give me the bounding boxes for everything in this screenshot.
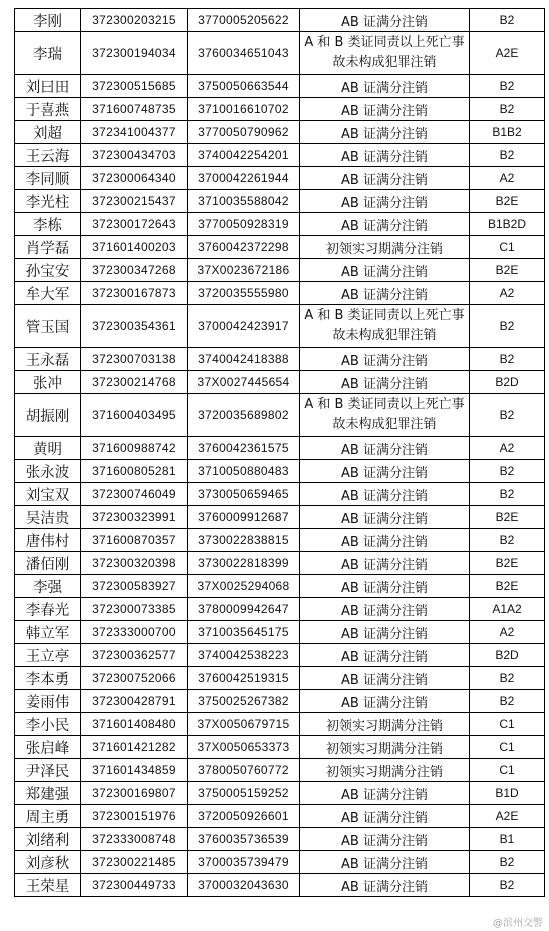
vehicle-class-cell: B2D xyxy=(470,644,545,667)
vehicle-class-cell: B2 xyxy=(470,851,545,874)
vehicle-class-cell: A2E xyxy=(470,32,545,75)
driver-name-cell: 肖学磊 xyxy=(15,236,81,259)
driver-name-cell: 王荣星 xyxy=(15,874,81,897)
license-number-cell: 372300347268 xyxy=(81,259,188,282)
revocation-reason-cell: AB 证满分注销 xyxy=(300,460,470,483)
revocation-reason-cell: A 和 B 类证同责以上死亡事故未构成犯罪注销 xyxy=(300,32,470,75)
license-number-cell: 372300073385 xyxy=(81,598,188,621)
license-number-cell: 372300064340 xyxy=(81,167,188,190)
revocation-table-container xyxy=(14,8,544,897)
driver-name-cell: 李瑞 xyxy=(15,32,81,75)
file-number-cell: 3710035645175 xyxy=(188,621,300,644)
license-number-cell: 372300362577 xyxy=(81,644,188,667)
file-number-cell: 3730050659465 xyxy=(188,483,300,506)
driver-name-cell: 李本勇 xyxy=(15,667,81,690)
table-row xyxy=(15,236,545,259)
table-row xyxy=(15,690,545,713)
table-row xyxy=(15,483,545,506)
driver-name-cell: 管玉国 xyxy=(15,305,81,348)
table-row xyxy=(15,713,545,736)
license-number-cell: 372300354361 xyxy=(81,305,188,348)
table-row xyxy=(15,851,545,874)
file-number-cell: 3730022818399 xyxy=(188,552,300,575)
table-row xyxy=(15,9,545,32)
table-row xyxy=(15,98,545,121)
license-number-cell: 372300434703 xyxy=(81,144,188,167)
vehicle-class-cell: B2E xyxy=(470,506,545,529)
license-number-cell: 371601434859 xyxy=(81,759,188,782)
license-number-cell: 372300221485 xyxy=(81,851,188,874)
table-row xyxy=(15,598,545,621)
driver-name-cell: 黄明 xyxy=(15,437,81,460)
table-row xyxy=(15,437,545,460)
vehicle-class-cell: B2 xyxy=(470,75,545,98)
table-row xyxy=(15,621,545,644)
revocation-reason-cell: AB 证满分注销 xyxy=(300,506,470,529)
table-row xyxy=(15,552,545,575)
revocation-reason-cell: 初领实习期满分注销 xyxy=(300,236,470,259)
file-number-cell: 37X0023672186 xyxy=(188,259,300,282)
table-row xyxy=(15,190,545,213)
file-number-cell: 3720050926601 xyxy=(188,805,300,828)
revocation-reason-cell: 初领实习期满分注销 xyxy=(300,713,470,736)
file-number-cell: 3730022838815 xyxy=(188,529,300,552)
revocation-reason-cell: AB 证满分注销 xyxy=(300,828,470,851)
file-number-cell: 3710016610702 xyxy=(188,98,300,121)
file-number-cell: 3740042254201 xyxy=(188,144,300,167)
table-row xyxy=(15,736,545,759)
file-number-cell: 3780050760772 xyxy=(188,759,300,782)
table-row xyxy=(15,121,545,144)
driver-name-cell: 王云海 xyxy=(15,144,81,167)
driver-name-cell: 潘佰刚 xyxy=(15,552,81,575)
revocation-reason-cell: AB 证满分注销 xyxy=(300,644,470,667)
license-number-cell: 372341004377 xyxy=(81,121,188,144)
revocation-reason-cell: AB 证满分注销 xyxy=(300,121,470,144)
file-number-cell: 3750005159252 xyxy=(188,782,300,805)
vehicle-class-cell: B2 xyxy=(470,394,545,437)
file-number-cell: 37X0025294068 xyxy=(188,575,300,598)
license-number-cell: 372300752066 xyxy=(81,667,188,690)
license-number-cell: 371600988742 xyxy=(81,437,188,460)
revocation-reason-cell: A 和 B 类证同责以上死亡事故未构成犯罪注销 xyxy=(300,305,470,348)
weibo-watermark: @滨州交警 xyxy=(493,918,543,929)
file-number-cell: 37X0050679715 xyxy=(188,713,300,736)
revocation-reason-cell: AB 证满分注销 xyxy=(300,9,470,32)
license-number-cell: 372300215437 xyxy=(81,190,188,213)
driver-name-cell: 姜雨伟 xyxy=(15,690,81,713)
driver-name-cell: 李强 xyxy=(15,575,81,598)
revocation-reason-cell: AB 证满分注销 xyxy=(300,282,470,305)
revocation-reason-cell: AB 证满分注销 xyxy=(300,690,470,713)
vehicle-class-cell: A2 xyxy=(470,621,545,644)
license-number-cell: 372300703138 xyxy=(81,348,188,371)
table-row xyxy=(15,371,545,394)
driver-name-cell: 李小民 xyxy=(15,713,81,736)
file-number-cell: 37X0027445654 xyxy=(188,371,300,394)
revocation-reason-cell: AB 证满分注销 xyxy=(300,874,470,897)
vehicle-class-cell: B2E xyxy=(470,190,545,213)
file-number-cell: 3710035588042 xyxy=(188,190,300,213)
vehicle-class-cell: B2 xyxy=(470,144,545,167)
table-row xyxy=(15,75,545,98)
license-number-cell: 372300214768 xyxy=(81,371,188,394)
vehicle-class-cell: B2 xyxy=(470,460,545,483)
revocation-reason-cell: 初领实习期满分注销 xyxy=(300,759,470,782)
file-number-cell: 3700032043630 xyxy=(188,874,300,897)
revocation-reason-cell: AB 证满分注销 xyxy=(300,371,470,394)
table-row xyxy=(15,759,545,782)
file-number-cell: 3750025267382 xyxy=(188,690,300,713)
file-number-cell: 3760034651043 xyxy=(188,32,300,75)
table-row xyxy=(15,282,545,305)
vehicle-class-cell: C1 xyxy=(470,713,545,736)
revocation-reason-cell: AB 证满分注销 xyxy=(300,75,470,98)
table-row xyxy=(15,667,545,690)
file-number-cell: 3770050790962 xyxy=(188,121,300,144)
vehicle-class-cell: A2 xyxy=(470,282,545,305)
table-row xyxy=(15,529,545,552)
file-number-cell: 3760042361575 xyxy=(188,437,300,460)
file-number-cell: 3700042423917 xyxy=(188,305,300,348)
table-row xyxy=(15,32,545,75)
driver-name-cell: 吴洁贵 xyxy=(15,506,81,529)
file-number-cell: 3710050880483 xyxy=(188,460,300,483)
revocation-reason-cell: AB 证满分注销 xyxy=(300,437,470,460)
table-row xyxy=(15,460,545,483)
driver-name-cell: 李栋 xyxy=(15,213,81,236)
driver-name-cell: 张冲 xyxy=(15,371,81,394)
revocation-reason-cell: AB 证满分注销 xyxy=(300,483,470,506)
license-number-cell: 371601421282 xyxy=(81,736,188,759)
revocation-reason-cell: AB 证满分注销 xyxy=(300,167,470,190)
table-row xyxy=(15,506,545,529)
vehicle-class-cell: A2E xyxy=(470,805,545,828)
license-number-cell: 372300172643 xyxy=(81,213,188,236)
file-number-cell: 3740042538223 xyxy=(188,644,300,667)
revocation-reason-cell: 初领实习期满分注销 xyxy=(300,736,470,759)
driver-name-cell: 于喜燕 xyxy=(15,98,81,121)
file-number-cell: 3720035689802 xyxy=(188,394,300,437)
driver-name-cell: 李刚 xyxy=(15,9,81,32)
driver-name-cell: 王立亭 xyxy=(15,644,81,667)
table-row xyxy=(15,644,545,667)
vehicle-class-cell: B2 xyxy=(470,483,545,506)
license-number-cell: 372300583927 xyxy=(81,575,188,598)
table-row xyxy=(15,348,545,371)
license-number-cell: 372300194034 xyxy=(81,32,188,75)
revocation-reason-cell: AB 证满分注销 xyxy=(300,782,470,805)
table-row xyxy=(15,805,545,828)
vehicle-class-cell: B2 xyxy=(470,874,545,897)
vehicle-class-cell: B2 xyxy=(470,348,545,371)
license-number-cell: 372300203215 xyxy=(81,9,188,32)
license-number-cell: 372300169807 xyxy=(81,782,188,805)
revocation-reason-cell: AB 证满分注销 xyxy=(300,667,470,690)
table-body xyxy=(15,9,545,897)
driver-name-cell: 郑建强 xyxy=(15,782,81,805)
driver-name-cell: 尹泽民 xyxy=(15,759,81,782)
license-number-cell: 371600403495 xyxy=(81,394,188,437)
vehicle-class-cell: B2D xyxy=(470,371,545,394)
vehicle-class-cell: B2 xyxy=(470,529,545,552)
vehicle-class-cell: B2 xyxy=(470,98,545,121)
license-number-cell: 371601400203 xyxy=(81,236,188,259)
table-row xyxy=(15,167,545,190)
driver-name-cell: 唐伟村 xyxy=(15,529,81,552)
license-number-cell: 372300449733 xyxy=(81,874,188,897)
file-number-cell: 3760042519315 xyxy=(188,667,300,690)
file-number-cell: 3750050663544 xyxy=(188,75,300,98)
revocation-reason-cell: AB 证满分注销 xyxy=(300,552,470,575)
revocation-reason-cell: AB 证满分注销 xyxy=(300,190,470,213)
license-number-cell: 372300320398 xyxy=(81,552,188,575)
revocation-reason-cell: AB 证满分注销 xyxy=(300,805,470,828)
vehicle-class-cell: B1 xyxy=(470,828,545,851)
license-number-cell: 371600748735 xyxy=(81,98,188,121)
table-row xyxy=(15,874,545,897)
revocation-reason-cell: AB 证满分注销 xyxy=(300,621,470,644)
driver-name-cell: 韩立军 xyxy=(15,621,81,644)
file-number-cell: 3700042261944 xyxy=(188,167,300,190)
driver-name-cell: 刘彦秋 xyxy=(15,851,81,874)
revocation-reason-cell: AB 证满分注销 xyxy=(300,598,470,621)
driver-name-cell: 张启峰 xyxy=(15,736,81,759)
vehicle-class-cell: A1A2 xyxy=(470,598,545,621)
vehicle-class-cell: B2 xyxy=(470,305,545,348)
driver-name-cell: 李同顺 xyxy=(15,167,81,190)
vehicle-class-cell: B2 xyxy=(470,9,545,32)
driver-name-cell: 王永磊 xyxy=(15,348,81,371)
file-number-cell: 3770005205622 xyxy=(188,9,300,32)
vehicle-class-cell: B1D xyxy=(470,782,545,805)
license-number-cell: 372300746049 xyxy=(81,483,188,506)
driver-name-cell: 刘宝双 xyxy=(15,483,81,506)
driver-name-cell: 孙宝安 xyxy=(15,259,81,282)
license-number-cell: 372300428791 xyxy=(81,690,188,713)
file-number-cell: 3740042418388 xyxy=(188,348,300,371)
license-number-cell: 372333000700 xyxy=(81,621,188,644)
table-row xyxy=(15,782,545,805)
vehicle-class-cell: B2E xyxy=(470,575,545,598)
license-number-cell: 372300323991 xyxy=(81,506,188,529)
driver-name-cell: 周主勇 xyxy=(15,805,81,828)
table-row xyxy=(15,575,545,598)
license-number-cell: 372300167873 xyxy=(81,282,188,305)
revocation-table xyxy=(14,8,545,897)
driver-name-cell: 刘曰田 xyxy=(15,75,81,98)
vehicle-class-cell: B1B2D xyxy=(470,213,545,236)
license-number-cell: 371601408480 xyxy=(81,713,188,736)
table-row xyxy=(15,305,545,348)
vehicle-class-cell: A2 xyxy=(470,167,545,190)
vehicle-class-cell: B2E xyxy=(470,552,545,575)
driver-name-cell: 刘绪利 xyxy=(15,828,81,851)
license-number-cell: 372300515685 xyxy=(81,75,188,98)
license-number-cell: 372333008748 xyxy=(81,828,188,851)
revocation-reason-cell: A 和 B 类证同责以上死亡事故未构成犯罪注销 xyxy=(300,394,470,437)
file-number-cell: 3700035739479 xyxy=(188,851,300,874)
driver-name-cell: 胡振刚 xyxy=(15,394,81,437)
file-number-cell: 37X0050653373 xyxy=(188,736,300,759)
table-row xyxy=(15,259,545,282)
license-number-cell: 372300151976 xyxy=(81,805,188,828)
revocation-reason-cell: AB 证满分注销 xyxy=(300,529,470,552)
revocation-reason-cell: AB 证满分注销 xyxy=(300,259,470,282)
license-number-cell: 371600870357 xyxy=(81,529,188,552)
vehicle-class-cell: A2 xyxy=(470,437,545,460)
vehicle-class-cell: C1 xyxy=(470,236,545,259)
vehicle-class-cell: B2 xyxy=(470,667,545,690)
revocation-reason-cell: AB 证满分注销 xyxy=(300,98,470,121)
license-number-cell: 371600805281 xyxy=(81,460,188,483)
vehicle-class-cell: C1 xyxy=(470,759,545,782)
driver-name-cell: 李春光 xyxy=(15,598,81,621)
driver-name-cell: 牟大军 xyxy=(15,282,81,305)
revocation-reason-cell: AB 证满分注销 xyxy=(300,348,470,371)
driver-name-cell: 李光柱 xyxy=(15,190,81,213)
table-row xyxy=(15,213,545,236)
table-row xyxy=(15,828,545,851)
file-number-cell: 3780009942647 xyxy=(188,598,300,621)
vehicle-class-cell: C1 xyxy=(470,736,545,759)
file-number-cell: 3760042372298 xyxy=(188,236,300,259)
vehicle-class-cell: B1B2 xyxy=(470,121,545,144)
file-number-cell: 3760009912687 xyxy=(188,506,300,529)
file-number-cell: 3720035555980 xyxy=(188,282,300,305)
vehicle-class-cell: B2E xyxy=(470,259,545,282)
revocation-reason-cell: AB 证满分注销 xyxy=(300,575,470,598)
vehicle-class-cell: B2 xyxy=(470,690,545,713)
driver-name-cell: 张永波 xyxy=(15,460,81,483)
revocation-reason-cell: AB 证满分注销 xyxy=(300,213,470,236)
file-number-cell: 3760035736539 xyxy=(188,828,300,851)
driver-name-cell: 刘超 xyxy=(15,121,81,144)
table-row xyxy=(15,394,545,437)
revocation-reason-cell: AB 证满分注销 xyxy=(300,144,470,167)
file-number-cell: 3770050928319 xyxy=(188,213,300,236)
revocation-reason-cell: AB 证满分注销 xyxy=(300,851,470,874)
table-row xyxy=(15,144,545,167)
